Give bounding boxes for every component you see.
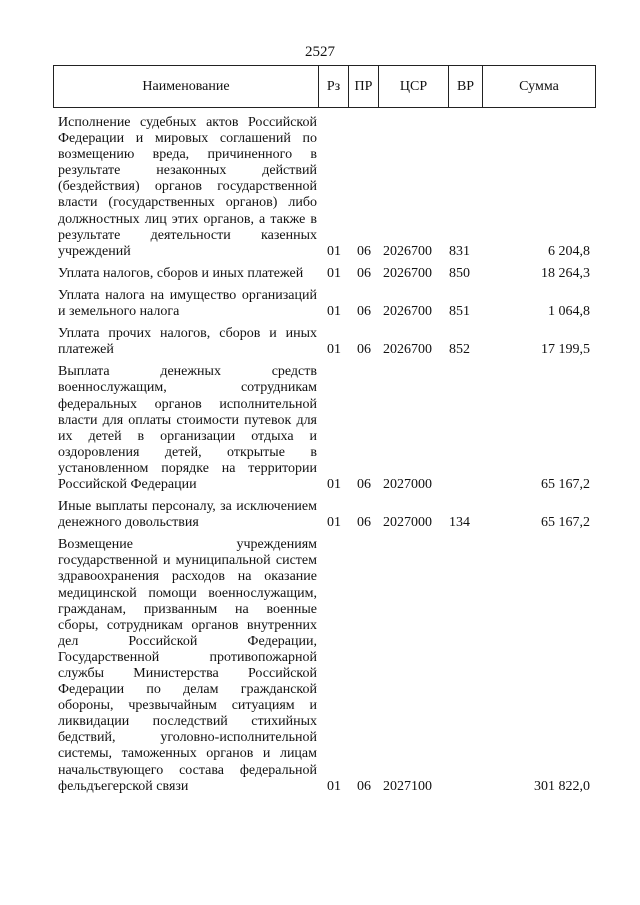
row-csr: 2026700	[383, 304, 432, 320]
row-codes	[58, 304, 592, 320]
table-body	[58, 115, 592, 801]
row-pr: 06	[357, 477, 371, 493]
header-pr: ПР	[348, 66, 378, 107]
row-sum: 1 064,8	[548, 304, 590, 320]
row-pr: 06	[357, 342, 371, 358]
row-csr: 2026700	[383, 265, 432, 281]
table-row	[58, 115, 592, 260]
row-csr: 2027000	[383, 477, 432, 493]
header-rz: Рз	[318, 66, 348, 107]
page-number: 2527	[305, 44, 335, 60]
row-name: Уплата прочих налогов, сборов и иных платежей	[58, 326, 317, 358]
row-codes	[58, 342, 592, 358]
header-name: Наименование	[142, 78, 230, 94]
row-sum: 18 264,3	[541, 265, 590, 281]
row-vr: 831	[449, 243, 470, 259]
row-name: Выплата денежных средств военнослужащим, сотрудникам федеральных органов исполнительной власти для оплаты стоимости путевок для их детей в организации отдыха и оздоровления детей, открытые в установленном порядке на территории Российской Федерации	[58, 364, 317, 492]
table-row	[58, 288, 592, 320]
row-rz: 01	[327, 778, 341, 794]
row-pr: 06	[357, 243, 371, 259]
row-rz: 01	[327, 265, 341, 281]
row-name: Возмещение учреждениям государственной и муниципальной систем здравоохранения расходов на оказание медицинской помощи военнослужащим, гражданам, призванным на военные сборы, сотрудникам органов внутренних дел Российской Федерации, Государственной противопожарной службы Министерства Российской Федерации по делам гражданской обороны, чрезвычайным ситуациям и ликвидации последствий стихийных бедствий, уголовно-исполнительной системы, таможенных органов и лицам начальствующего состава федеральной фельдъегерской связи	[58, 537, 317, 794]
row-csr: 2026700	[383, 243, 432, 259]
row-vr: 134	[449, 515, 470, 531]
row-name: Уплата налогов, сборов и иных платежей	[58, 265, 304, 281]
row-pr: 06	[357, 515, 371, 531]
row-pr: 06	[357, 265, 371, 281]
row-name: Иные выплаты персоналу, за исключением денежного довольствия	[58, 499, 317, 531]
row-sum: 65 167,2	[541, 477, 590, 493]
table-header	[53, 65, 596, 108]
row-pr: 06	[357, 304, 371, 320]
row-sum: 65 167,2	[541, 515, 590, 531]
header-sum: Сумма	[482, 66, 595, 107]
row-rz: 01	[327, 304, 341, 320]
row-csr: 2027100	[383, 778, 432, 794]
table-row	[58, 499, 592, 531]
row-sum: 301 822,0	[534, 778, 590, 794]
row-vr: 850	[449, 265, 470, 281]
row-codes	[58, 779, 592, 795]
row-name: Исполнение судебных актов Российской Федерации и мировых соглашений по возмещению вреда, причиненного в результате незаконных действий (бездействия) органов государственной власти (государственных органов) либо должностных лиц этих органов, а также в результате деятельности казенных учреждений	[58, 115, 317, 259]
row-rz: 01	[327, 243, 341, 259]
table-row	[58, 326, 592, 358]
row-rz: 01	[327, 477, 341, 493]
table-row	[58, 537, 592, 795]
row-name: Уплата налога на имущество организаций и земельного налога	[58, 287, 317, 320]
table-row	[58, 266, 592, 282]
row-sum: 17 199,5	[541, 342, 590, 358]
header-vr: ВР	[448, 66, 482, 107]
row-csr: 2027000	[383, 515, 432, 531]
row-vr: 852	[449, 342, 470, 358]
row-vr: 851	[449, 304, 470, 320]
header-csr: ЦСР	[378, 66, 448, 107]
row-rz: 01	[327, 515, 341, 531]
row-codes	[58, 477, 592, 493]
row-pr: 06	[357, 778, 371, 794]
row-sum: 6 204,8	[548, 243, 590, 259]
row-csr: 2026700	[383, 342, 432, 358]
row-codes	[58, 266, 592, 282]
row-codes	[58, 515, 592, 531]
table-row	[58, 364, 592, 493]
row-rz: 01	[327, 342, 341, 358]
row-codes	[58, 244, 592, 260]
